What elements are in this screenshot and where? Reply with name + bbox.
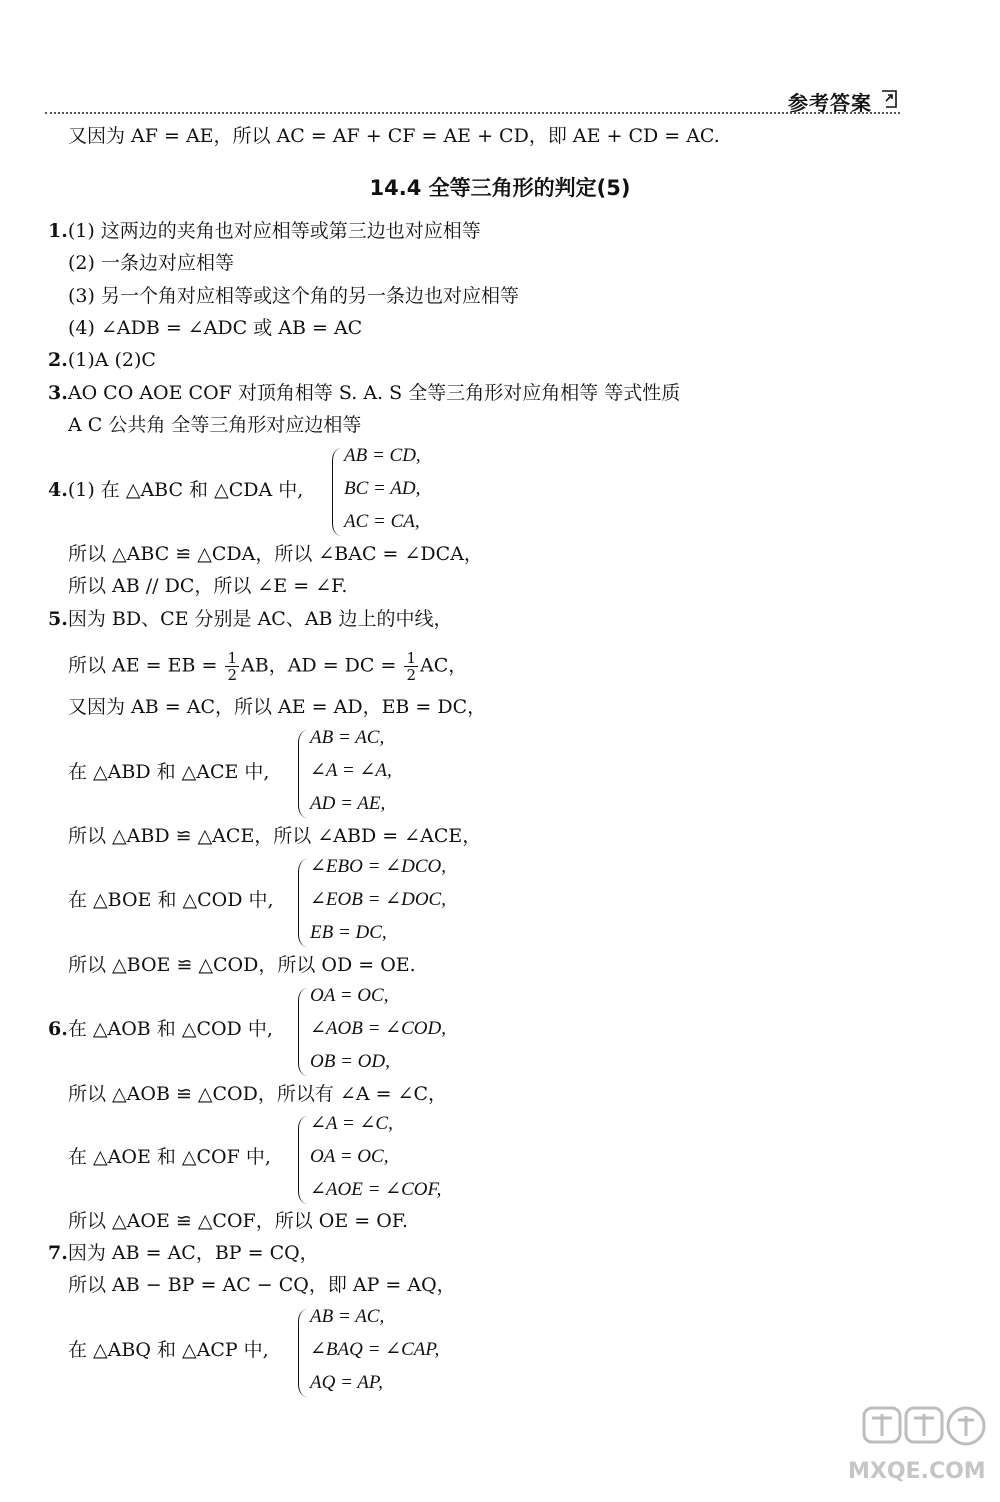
q5-l2b: AB，AD = DC = (241, 654, 397, 677)
q7-sys-row: ∠BAQ = ∠CAP, (310, 1339, 440, 1360)
brace (332, 448, 341, 536)
q3-line2: A C 公共角 全等三角形对应边相等 (68, 414, 362, 436)
q3-line1: AO CO AOE COF 对顶角相等 S. A. S 全等三角形对应角相等 等式性质 (67, 382, 681, 404)
q5-c1: 所以 △ABD ≌ △ACE，所以 ∠ABD = ∠ACE， (68, 825, 482, 847)
q1-a: (1) 这两边的夹角也对应相等或第三边也对应相等 (67, 220, 481, 242)
brace (298, 1309, 307, 1397)
q2-text: (1)A (2)C (67, 349, 156, 371)
answer-corner-icon (880, 89, 900, 109)
brace (298, 859, 307, 947)
q5-sys2-row: EB = DC, (310, 922, 387, 943)
q6-label: 6. (48, 1018, 68, 1040)
frac-num: 1 (406, 649, 416, 667)
q1-b: (2) 一条边对应相等 (68, 252, 234, 274)
q4-c1: 所以 △ABC ≌ △CDA，所以 ∠BAC = ∠DCA， (68, 543, 483, 565)
header-divider (45, 112, 900, 114)
fraction-half (404, 650, 418, 683)
q2-line (48, 348, 156, 372)
q1-d: (4) ∠ADB = ∠ADC 或 AB = AC (68, 317, 363, 339)
watermark-text: MXQE.COM (848, 1459, 986, 1484)
frac-den: 2 (406, 666, 416, 684)
q5-sys1-row: ∠A = ∠A, (310, 760, 392, 781)
q5-sys2-row: ∠EOB = ∠DOC, (310, 889, 446, 910)
q7-line-1 (48, 1241, 319, 1265)
q1-label: 1. (48, 220, 68, 242)
q6-sys2-row: OA = OC, (310, 1146, 389, 1167)
q6-c1: 所以 △AOB ≌ △COD，所以有 ∠A = ∠C， (68, 1083, 448, 1105)
section-title: 14.4 全等三角形的判定(5) (369, 176, 631, 200)
q6-c2: 所以 △AOE ≌ △COF，所以 OE = OF. (68, 1210, 409, 1232)
q6-sys1-row: ∠AOB = ∠COD, (310, 1018, 446, 1039)
q5-sys1-row: AD = AE, (310, 793, 386, 814)
fraction-half (225, 650, 239, 683)
watermark-logo (842, 1396, 992, 1496)
header-title: 参考答案 (788, 91, 872, 115)
q5-label: 5. (48, 608, 68, 630)
frac-den: 2 (227, 666, 238, 684)
q4-sys-row: BC = AD, (344, 478, 421, 499)
q5-l2 (68, 650, 467, 683)
q6-sys2-row: ∠A = ∠C, (310, 1113, 393, 1134)
q5-lead1: 在 △ABD 和 △ACE 中, (68, 761, 270, 783)
brace (298, 730, 307, 818)
q5-l1: 因为 BD、CE 分别是 AC、AB 边上的中线， (67, 608, 453, 630)
q6-lead2: 在 △AOE 和 △COF 中, (68, 1146, 271, 1168)
brace (298, 988, 307, 1076)
q5-c2: 所以 △BOE ≌ △COD，所以 OD = OE. (68, 954, 416, 976)
q5-l2a: 所以 AE = EB = (68, 654, 218, 677)
q7-l2: 所以 AB − BP = AC − CQ，即 AP = AQ， (68, 1274, 456, 1296)
q5-sys1-row: AB = AC, (310, 727, 385, 748)
q4-lead-line (48, 478, 303, 502)
q5-lead2: 在 △BOE 和 △COD 中, (68, 889, 274, 911)
q4-lead: (1) 在 △ABC 和 △CDA 中, (67, 479, 304, 501)
q6-sys2-row: ∠AOE = ∠COF, (310, 1179, 442, 1200)
q5-l2c: AC， (419, 654, 468, 677)
q4-sys-row: AB = CD, (344, 445, 421, 466)
q6-lead1: 在 △AOB 和 △COD 中, (67, 1018, 273, 1040)
q7-l1: 因为 AB = AC，BP = CQ， (67, 1242, 319, 1264)
q4-c2: 所以 AB // DC，所以 ∠E = ∠F. (68, 575, 348, 597)
q2-label: 2. (48, 349, 68, 371)
q7-sys-row: AQ = AP, (310, 1372, 383, 1393)
q5-sys2-row: ∠EBO = ∠DCO, (310, 856, 446, 877)
intro-line: 又因为 AF = AE，所以 AC = AF + CF = AE + CD，即 AE + CD = AC. (68, 125, 720, 147)
q5-line-1 (48, 607, 453, 631)
q6-sys1-row: OB = OD, (310, 1051, 390, 1072)
q1-c: (3) 另一个角对应相等或这个角的另一条边也对应相等 (68, 285, 519, 307)
brace (298, 1116, 307, 1204)
q7-sys-row: AB = AC, (310, 1306, 385, 1327)
q1-line-a (48, 219, 481, 243)
q5-l3: 又因为 AB = AC，所以 AE = AD，EB = DC， (68, 696, 487, 718)
q3-label: 3. (48, 382, 68, 404)
frac-num: 1 (227, 649, 238, 667)
q6-sys1-row: OA = OC, (310, 985, 389, 1006)
q6-lead-line (48, 1017, 273, 1041)
q7-lead: 在 △ABQ 和 △ACP 中, (68, 1339, 269, 1361)
q4-label: 4. (48, 479, 68, 501)
q3-line-1 (48, 381, 680, 405)
q7-label: 7. (48, 1242, 68, 1264)
q4-sys-row: AC = CA, (344, 511, 420, 532)
